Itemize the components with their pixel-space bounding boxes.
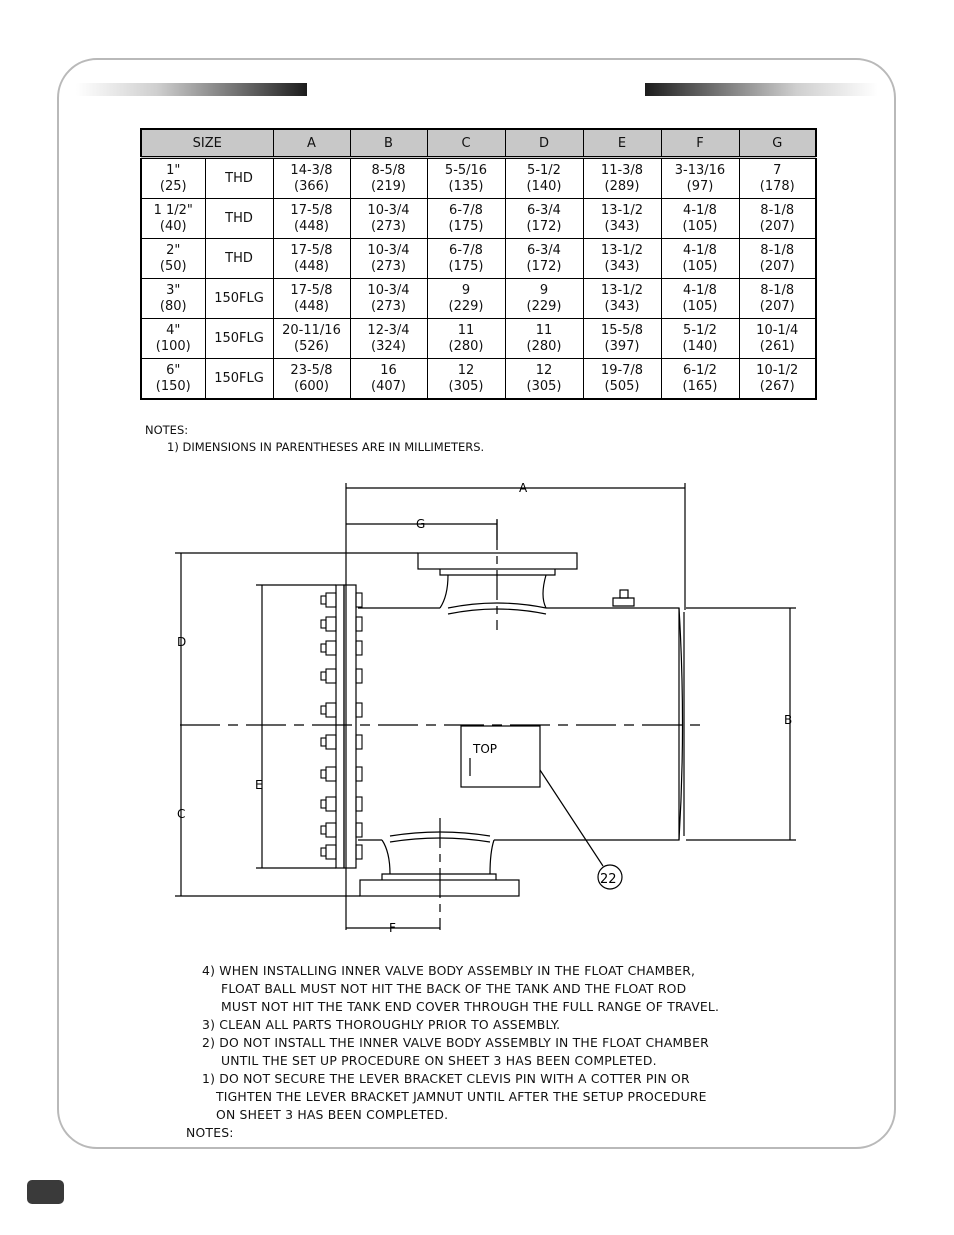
note-3-line-1: 3) CLEAN ALL PARTS THOROUGHLY PRIOR TO ASSEMBLY. — [202, 1017, 561, 1032]
note-2-line-1: 2) DO NOT INSTALL THE INNER VALVE BODY ASSEMBLY IN THE FLOAT CHAMBER — [202, 1035, 709, 1050]
dim-inch: 10-3/4 — [367, 242, 410, 258]
header-size: SIZE — [141, 129, 273, 158]
page-number-tab — [27, 1180, 64, 1204]
dim-inch: 4-1/8 — [683, 282, 717, 298]
dim-mm: (165) — [682, 378, 718, 394]
dim-mm: (219) — [371, 178, 406, 194]
dim-inch: 13-1/2 — [600, 202, 644, 218]
bolt — [321, 617, 362, 631]
dim-mm: (229) — [448, 298, 484, 314]
dim-mm: (280) — [526, 338, 562, 354]
note-4-line-3: MUST NOT HIT THE TANK END COVER THROUGH THE FULL RANGE OF TRAVEL. — [221, 999, 720, 1014]
connection-cell: THD — [205, 239, 273, 279]
dim-inch: 10-3/4 — [367, 202, 410, 218]
dim-inch: 6-3/4 — [527, 242, 561, 258]
note-1-line-1: 1) DO NOT SECURE THE LEVER BRACKET CLEVIS PIN WITH A COTTER PIN OR — [202, 1071, 690, 1086]
dim-mm: (267) — [759, 378, 795, 394]
dim-inch: 8-1/8 — [760, 282, 795, 298]
note-1-line-2: TIGHTEN THE LEVER BRACKET JAMNUT UNTIL AFTER THE SETUP PROCEDURE — [216, 1089, 707, 1104]
dim-inch: 4-1/8 — [683, 202, 717, 218]
callout-number: 22 — [600, 872, 617, 887]
header-e: E — [583, 129, 661, 158]
dim-mm: (366) — [294, 178, 329, 194]
bolt — [321, 845, 362, 859]
notes-bottom — [180, 962, 820, 1142]
dim-inch: 3-13/16 — [674, 162, 726, 178]
top-label-box — [461, 726, 540, 787]
dim-inch: 13-1/2 — [600, 282, 644, 298]
dim-mm: (273) — [371, 258, 406, 274]
bottom-nozzle-neck — [382, 840, 494, 874]
dim-mm: (343) — [604, 298, 640, 314]
dim-inch: 12 — [535, 362, 553, 378]
label-c: C — [177, 807, 186, 821]
dim-mm: (207) — [759, 298, 795, 314]
connection-cell: THD — [205, 158, 273, 199]
bolt — [321, 593, 362, 607]
top-label: TOP — [473, 742, 498, 756]
dim-inch: 5-5/16 — [444, 162, 488, 178]
size-inch: 1" — [166, 162, 181, 178]
dim-mm: (207) — [759, 258, 795, 274]
label-f: F — [389, 921, 396, 935]
connection-cell: THD — [205, 199, 273, 239]
size-inch: 2" — [166, 242, 181, 258]
dim-mm: (407) — [371, 378, 406, 394]
dim-inch: 12 — [457, 362, 475, 378]
dim-inch: 17-5/8 — [290, 282, 333, 298]
dim-mm: (343) — [604, 218, 640, 234]
dim-inch: 17-5/8 — [290, 202, 333, 218]
note-2-line-2: UNTIL THE SET UP PROCEDURE ON SHEET 3 HAS BEEN COMPLETED. — [221, 1053, 657, 1068]
dim-mm: (140) — [526, 178, 562, 194]
dim-mm: (140) — [682, 338, 718, 354]
dim-inch: 11 — [457, 322, 475, 338]
cover-flange-left — [336, 585, 344, 868]
dim-inch: 6-7/8 — [449, 242, 483, 258]
dim-inch: 17-5/8 — [290, 242, 333, 258]
dim-inch: 8-1/8 — [760, 242, 795, 258]
dim-inch: 10-3/4 — [367, 282, 410, 298]
bolt — [321, 669, 362, 683]
dim-inch: 10-1/2 — [756, 362, 799, 378]
dim-inch: 11-3/8 — [600, 162, 644, 178]
dim-mm: (207) — [759, 218, 795, 234]
dim-mm: (273) — [371, 298, 406, 314]
size-mm: (80) — [159, 298, 187, 314]
header-d: D — [505, 129, 583, 158]
dim-inch: 5-1/2 — [683, 322, 717, 338]
dim-mm: (324) — [371, 338, 406, 354]
dim-inch: 11 — [535, 322, 553, 338]
dim-inch: 15-5/8 — [600, 322, 644, 338]
dim-mm: (280) — [448, 338, 484, 354]
dim-inch: 6-3/4 — [527, 202, 561, 218]
dim-mm: (229) — [526, 298, 562, 314]
dim-mm: (105) — [682, 218, 718, 234]
dim-inch: 13-1/2 — [600, 242, 644, 258]
note-4-line-2: FLOAT BALL MUST NOT HIT THE BACK OF THE TANK AND THE FLOAT ROD — [221, 981, 687, 996]
dim-mm: (448) — [294, 298, 329, 314]
dim-inch: 8-5/8 — [371, 162, 406, 178]
dim-mm: (172) — [526, 258, 562, 274]
dim-mm: (343) — [604, 258, 640, 274]
size-mm: (50) — [159, 258, 187, 274]
dim-inch: 9 — [461, 282, 471, 298]
bolt — [321, 641, 362, 655]
dim-mm: (448) — [294, 218, 329, 234]
dim-inch: 6-1/2 — [683, 362, 717, 378]
dim-inch: 19-7/8 — [600, 362, 644, 378]
size-mm: (25) — [159, 178, 187, 194]
size-inch: 6" — [166, 362, 181, 378]
dim-inch: 4-1/8 — [683, 242, 717, 258]
dim-inch: 5-1/2 — [527, 162, 561, 178]
callout-leader — [540, 770, 603, 866]
header-g: G — [739, 129, 816, 158]
bolt — [321, 767, 362, 781]
label-a: A — [519, 481, 528, 495]
dim-mm: (305) — [448, 378, 484, 394]
bolt — [321, 735, 362, 749]
dim-inch: 23-5/8 — [290, 362, 333, 378]
dim-inch: 9 — [539, 282, 549, 298]
label-b: B — [784, 713, 793, 727]
vent-plug — [620, 590, 628, 598]
dim-mm: (600) — [294, 378, 329, 394]
note-1-line-3: ON SHEET 3 HAS BEEN COMPLETED. — [216, 1107, 449, 1122]
dim-mm: (505) — [604, 378, 640, 394]
size-mm: (40) — [159, 218, 187, 234]
dim-mm: (135) — [448, 178, 484, 194]
header-a: A — [273, 129, 350, 158]
dim-inch: 6-7/8 — [449, 202, 483, 218]
label-g: G — [416, 517, 426, 531]
dim-inch: 12-3/4 — [367, 322, 410, 338]
dim-mm: (273) — [371, 218, 406, 234]
dim-inch: 7 — [773, 162, 782, 178]
dim-inch: 8-1/8 — [760, 202, 795, 218]
dim-inch: 14-3/8 — [290, 162, 333, 178]
connection-cell: 150FLG — [205, 359, 273, 400]
dim-mm: (175) — [448, 258, 484, 274]
notes-top-title: NOTES: — [145, 423, 189, 437]
bolt — [321, 823, 362, 837]
label-d: D — [177, 635, 187, 649]
bolt — [321, 703, 362, 717]
dim-mm: (105) — [682, 258, 718, 274]
dim-inch: 10-1/4 — [756, 322, 799, 338]
dim-mm: (397) — [604, 338, 640, 354]
dim-mm: (175) — [448, 218, 484, 234]
header-f: F — [661, 129, 739, 158]
dim-mm: (97) — [686, 178, 714, 194]
dim-mm: (105) — [682, 298, 718, 314]
notes-bottom-title: NOTES: — [186, 1125, 234, 1140]
size-mm: (150) — [155, 378, 191, 394]
note-4-line-1: 4) WHEN INSTALLING INNER VALVE BODY ASSEMBLY IN THE FLOAT CHAMBER, — [202, 963, 696, 978]
connection-cell: 150FLG — [205, 279, 273, 319]
dim-mm: (172) — [526, 218, 562, 234]
dim-mm: (261) — [759, 338, 795, 354]
size-inch: 4" — [166, 322, 181, 338]
connection-cell: 150FLG — [205, 319, 273, 359]
size-inch: 1 1/2" — [153, 202, 193, 218]
dim-inch: 20-11/16 — [282, 322, 341, 338]
size-inch: 3" — [166, 282, 181, 298]
size-mm: (100) — [155, 338, 191, 354]
label-e: E — [255, 778, 263, 792]
dim-mm: (289) — [604, 178, 640, 194]
bolt — [321, 797, 362, 811]
dim-mm: (448) — [294, 258, 329, 274]
tank-body-outline — [358, 608, 679, 840]
dim-mm: (526) — [294, 338, 329, 354]
dim-mm: (305) — [526, 378, 562, 394]
dim-mm: (178) — [759, 178, 795, 194]
dim-inch: 16 — [380, 362, 397, 378]
header-b: B — [350, 129, 427, 158]
notes-top-item: 1) DIMENSIONS IN PARENTHESES ARE IN MILLIMETERS. — [167, 440, 485, 454]
header-c: C — [427, 129, 505, 158]
